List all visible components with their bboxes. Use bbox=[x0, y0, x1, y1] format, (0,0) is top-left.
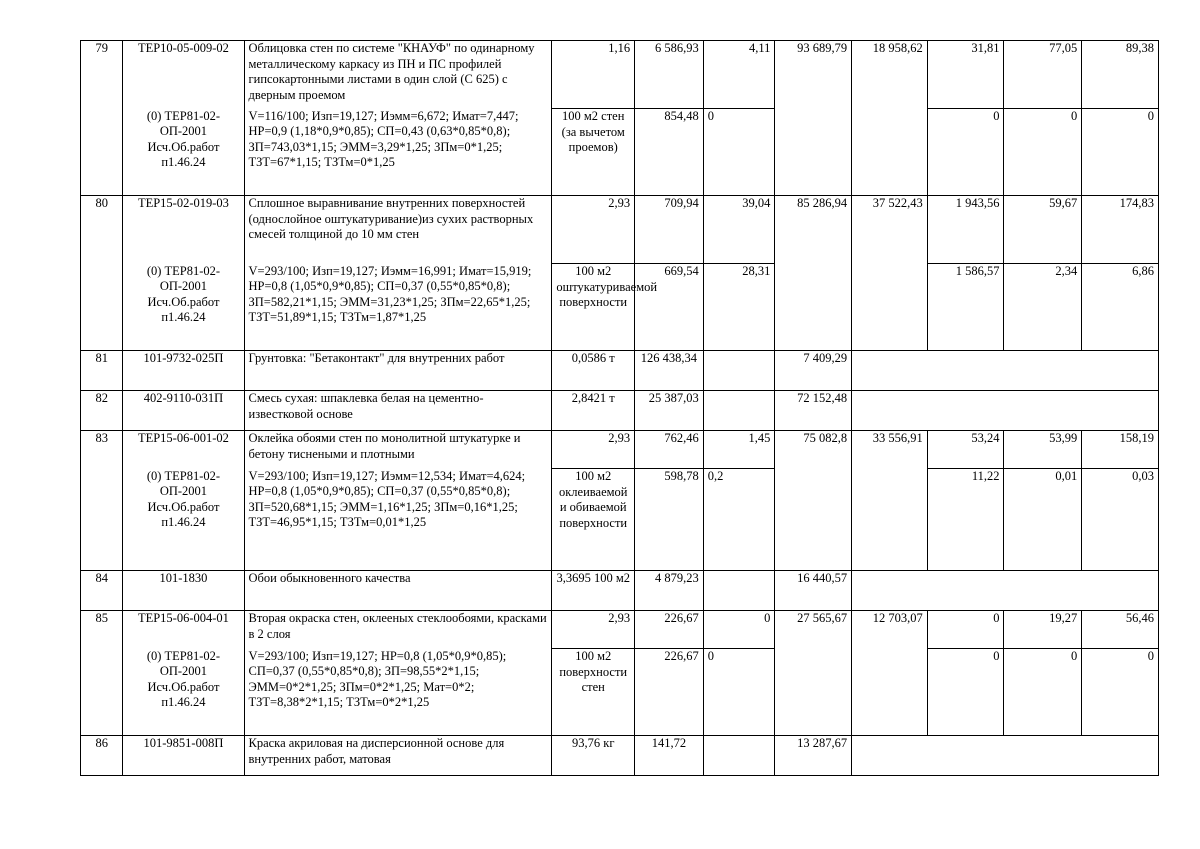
row-empty-tail bbox=[852, 351, 1159, 391]
table-subrow bbox=[81, 109, 1159, 196]
row-sub-code: (0) ТЕР81-02-ОП-2001 Исч.Об.работ п1.46.24 bbox=[123, 109, 244, 196]
row-unit-name: 100 м2 оштукатуриваемой поверхности bbox=[552, 264, 635, 351]
row-code: ТЕР15-06-001-02 bbox=[123, 431, 244, 469]
row-qty: 0,0586 т bbox=[552, 351, 635, 391]
row-unit-name: 100 м2 оклеиваемой и обиваемой поверхности bbox=[552, 469, 635, 571]
row-formula: V=293/100; Изп=19,127; Иэмм=16,991; Имат=15,919; НР=0,8 (1,05*0,9*0,85); СП=0,37 (0,55*0,85*0,8); ЗП=582,21*1,15; ЭММ=31,23*1,25; ЗПм=22,65*1,25; ТЗТ=51,89*1,15; ТЗТм=1,87*1,25 bbox=[244, 264, 552, 351]
row-name: Обои обыкновенного качества bbox=[244, 571, 552, 611]
row-qty: 93,76 кг bbox=[552, 736, 635, 776]
row-unit-a: 1,45 bbox=[703, 431, 775, 469]
row-sub-v3: 0 bbox=[1082, 109, 1159, 196]
row-qty: 2,93 bbox=[552, 611, 635, 649]
table-subrow bbox=[81, 264, 1159, 351]
row-unit-a-empty bbox=[703, 351, 775, 391]
table-row bbox=[81, 431, 1159, 469]
table-row bbox=[81, 196, 1159, 264]
row-empty-tail bbox=[852, 391, 1159, 431]
row-sub-v1: 0 bbox=[927, 109, 1004, 196]
row-sub-a: 0,2 bbox=[703, 469, 775, 571]
row-unit-name: 100 м2 поверхности стен bbox=[552, 649, 635, 736]
row-sub-v2: 2,34 bbox=[1004, 264, 1082, 351]
row-unit-cost: 762,46 bbox=[635, 431, 704, 469]
row-unit-a: 4,11 bbox=[703, 41, 775, 109]
row-code: 101-9732-025П bbox=[123, 351, 244, 391]
row-sub-unit-cost: 669,54 bbox=[635, 264, 704, 351]
table-row bbox=[81, 41, 1159, 109]
row-total: 93 689,79 bbox=[775, 41, 852, 196]
row-unit-a-empty bbox=[703, 391, 775, 431]
row-number: 83 bbox=[81, 431, 123, 571]
row-name: Сплошное выравнивание внутренних поверхностей (однослойное оштукатуривание)из сухих растворных смесей толщиной до 10 мм стен bbox=[244, 196, 552, 264]
row-code: ТЕР15-02-019-03 bbox=[123, 196, 244, 264]
row-total: 75 082,8 bbox=[775, 431, 852, 571]
row-wages: 18 958,62 bbox=[852, 41, 928, 196]
row-qty: 2,8421 т bbox=[552, 391, 635, 431]
row-wages: 33 556,91 bbox=[852, 431, 928, 571]
row-total: 7 409,29 bbox=[775, 351, 852, 391]
row-wages: 37 522,43 bbox=[852, 196, 928, 351]
row-sub-v1: 1 586,57 bbox=[927, 264, 1004, 351]
row-sub-v1: 11,22 bbox=[927, 469, 1004, 571]
row-name: Краска акриловая на дисперсионной основе для внутренних работ, матовая bbox=[244, 736, 552, 776]
row-sub-code: (0) ТЕР81-02-ОП-2001 Исч.Об.работ п1.46.24 bbox=[123, 649, 244, 736]
row-total: 16 440,57 bbox=[775, 571, 852, 611]
row-unit-name: 100 м2 стен (за вычетом проемов) bbox=[552, 109, 635, 196]
row-sub-unit-cost: 226,67 bbox=[635, 649, 704, 736]
row-unit-cost: 6 586,93 bbox=[635, 41, 704, 109]
row-number: 81 bbox=[81, 351, 123, 391]
row-total: 27 565,67 bbox=[775, 611, 852, 736]
row-v3: 158,19 bbox=[1082, 431, 1159, 469]
row-v3: 89,38 bbox=[1082, 41, 1159, 109]
row-v1: 0 bbox=[927, 611, 1004, 649]
row-v1: 31,81 bbox=[927, 41, 1004, 109]
row-unit-cost: 25 387,03 bbox=[635, 391, 704, 431]
row-name: Смесь сухая: шпаклевка белая на цементно-известковой основе bbox=[244, 391, 552, 431]
row-unit-cost: 141,72 bbox=[635, 736, 704, 776]
row-sub-code: (0) ТЕР81-02-ОП-2001 Исч.Об.работ п1.46.24 bbox=[123, 264, 244, 351]
row-v2: 59,67 bbox=[1004, 196, 1082, 264]
row-unit-cost: 4 879,23 bbox=[635, 571, 704, 611]
row-sub-v1: 0 bbox=[927, 649, 1004, 736]
row-wages: 12 703,07 bbox=[852, 611, 928, 736]
table-row bbox=[81, 571, 1159, 611]
row-name: Оклейка обоями стен по монолитной штукатурке и бетону тиснеными и плотными bbox=[244, 431, 552, 469]
row-v1: 53,24 bbox=[927, 431, 1004, 469]
row-sub-v2: 0,01 bbox=[1004, 469, 1082, 571]
row-number: 80 bbox=[81, 196, 123, 351]
row-number: 85 bbox=[81, 611, 123, 736]
row-qty: 2,93 bbox=[552, 431, 635, 469]
row-unit-a-empty bbox=[703, 736, 775, 776]
row-unit-cost: 226,67 bbox=[635, 611, 704, 649]
row-v2: 19,27 bbox=[1004, 611, 1082, 649]
row-formula: V=293/100; Изп=19,127; Иэмм=12,534; Имат=4,624; НР=0,8 (1,05*0,9*0,85); СП=0,37 (0,55*0,85*0,8); ЗП=520,68*1,15; ЭММ=1,16*1,25; ЗПм=0,16*1,25; ТЗТ=46,95*1,15; ТЗТм=0,01*1,25 bbox=[244, 469, 552, 571]
row-sub-v3: 0,03 bbox=[1082, 469, 1159, 571]
row-unit-a: 39,04 bbox=[703, 196, 775, 264]
row-number: 86 bbox=[81, 736, 123, 776]
row-v3: 174,83 bbox=[1082, 196, 1159, 264]
row-sub-a: 0 bbox=[703, 109, 775, 196]
table-row bbox=[81, 736, 1159, 776]
row-v2: 77,05 bbox=[1004, 41, 1082, 109]
row-code: 101-9851-008П bbox=[123, 736, 244, 776]
table-row bbox=[81, 611, 1159, 649]
table-subrow bbox=[81, 469, 1159, 571]
row-number: 82 bbox=[81, 391, 123, 431]
row-qty: 2,93 bbox=[552, 196, 635, 264]
table-row bbox=[81, 351, 1159, 391]
row-formula: V=293/100; Изп=19,127; НР=0,8 (1,05*0,9*0,85); СП=0,37 (0,55*0,85*0,8); ЗП=98,55*2*1,15; ЭММ=0*2*1,25; ЗПм=0*2*1,25; Мат=0*2; ТЗТ=8,38*2*1,15; ТЗТм=0*2*1,25 bbox=[244, 649, 552, 736]
row-total: 85 286,94 bbox=[775, 196, 852, 351]
row-sub-unit-cost: 854,48 bbox=[635, 109, 704, 196]
row-name: Грунтовка: "Бетаконтакт" для внутренних работ bbox=[244, 351, 552, 391]
row-unit-cost: 126 438,34 bbox=[635, 351, 704, 391]
row-sub-code: (0) ТЕР81-02-ОП-2001 Исч.Об.работ п1.46.24 bbox=[123, 469, 244, 571]
table-subrow bbox=[81, 649, 1159, 736]
estimate-table bbox=[80, 40, 1159, 776]
row-total: 13 287,67 bbox=[775, 736, 852, 776]
row-name: Облицовка стен по системе "КНАУФ" по одинарному металлическому каркасу из ПН и ПС профилей гипсокартонными листами в один слой (С 625) с дверным проемом bbox=[244, 41, 552, 109]
row-unit-a: 0 bbox=[703, 611, 775, 649]
row-code: 101-1830 bbox=[123, 571, 244, 611]
row-sub-v3: 0 bbox=[1082, 649, 1159, 736]
row-sub-a: 28,31 bbox=[703, 264, 775, 351]
row-sub-a: 0 bbox=[703, 649, 775, 736]
row-sub-v2: 0 bbox=[1004, 649, 1082, 736]
row-empty-tail bbox=[852, 571, 1159, 611]
row-number: 79 bbox=[81, 41, 123, 196]
row-total: 72 152,48 bbox=[775, 391, 852, 431]
row-code: 402-9110-031П bbox=[123, 391, 244, 431]
table-row bbox=[81, 391, 1159, 431]
row-sub-unit-cost: 598,78 bbox=[635, 469, 704, 571]
row-empty-tail bbox=[852, 736, 1159, 776]
row-qty: 3,3695 100 м2 bbox=[552, 571, 635, 611]
row-code: ТЕР15-06-004-01 bbox=[123, 611, 244, 649]
row-v3: 56,46 bbox=[1082, 611, 1159, 649]
row-name: Вторая окраска стен, оклееных стеклообоями, красками в 2 слоя bbox=[244, 611, 552, 649]
row-qty: 1,16 bbox=[552, 41, 635, 109]
row-number: 84 bbox=[81, 571, 123, 611]
row-unit-a-empty bbox=[703, 571, 775, 611]
row-sub-v3: 6,86 bbox=[1082, 264, 1159, 351]
row-sub-v2: 0 bbox=[1004, 109, 1082, 196]
row-unit-cost: 709,94 bbox=[635, 196, 704, 264]
row-v1: 1 943,56 bbox=[927, 196, 1004, 264]
row-code: ТЕР10-05-009-02 bbox=[123, 41, 244, 109]
row-formula: V=116/100; Изп=19,127; Иэмм=6,672; Имат=7,447; НР=0,9 (1,18*0,9*0,85); СП=0,43 (0,63*0,85*0,8); ЗП=743,03*1,15; ЭММ=3,29*1,25; ЗПм=0*1,25; ТЗТ=67*1,15; ТЗТм=0*1,25 bbox=[244, 109, 552, 196]
row-v2: 53,99 bbox=[1004, 431, 1082, 469]
